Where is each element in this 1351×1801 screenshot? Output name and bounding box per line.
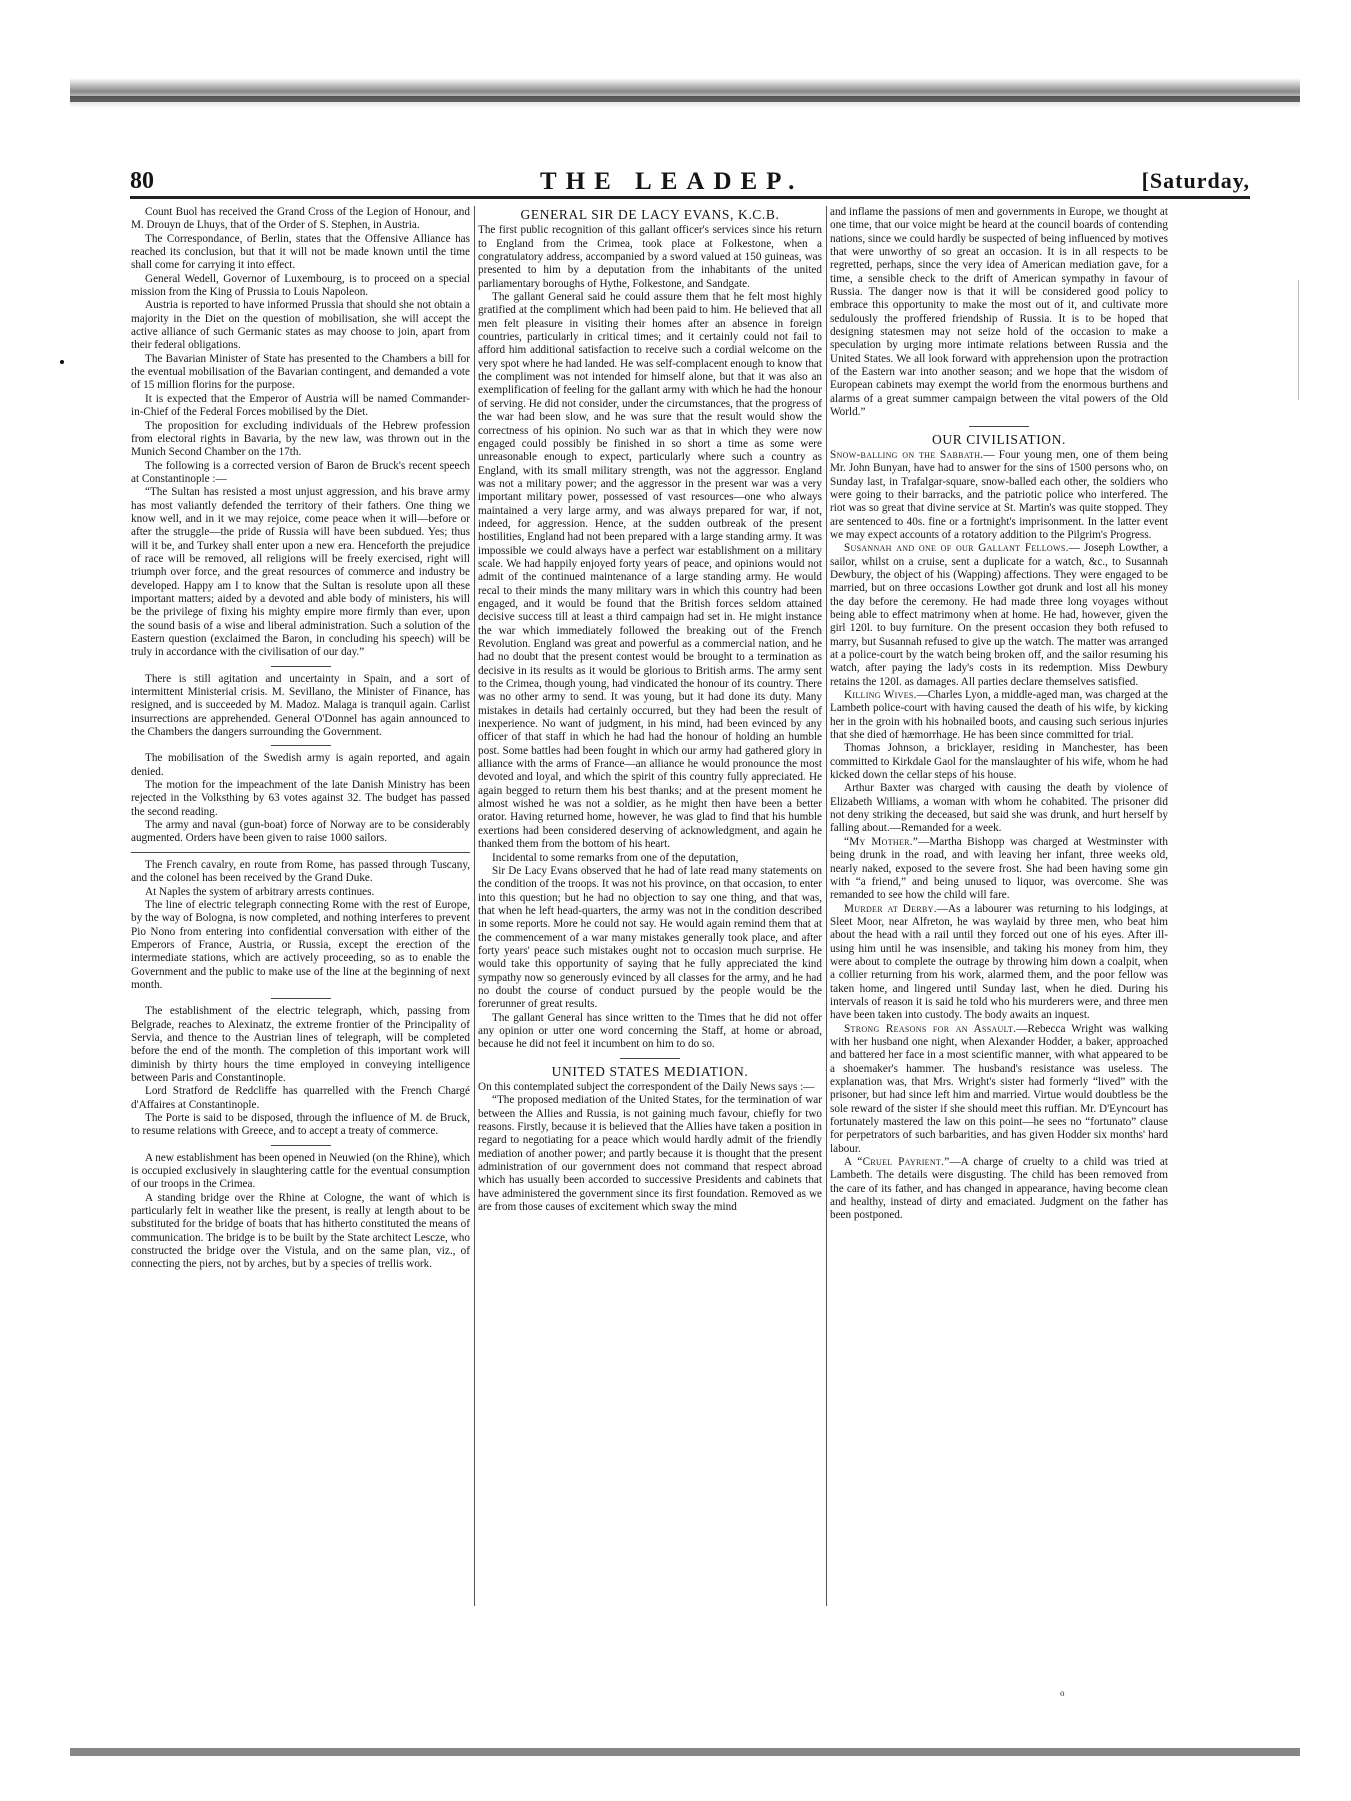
- item-title: Strong Reasons for an Assault.: [844, 1022, 1017, 1035]
- item-title: Killing Wives.: [844, 689, 917, 702]
- news-item: [830, 836, 1168, 903]
- divider: [271, 745, 331, 746]
- paragraph: On this contemplated subject the correspondent of the Daily News says :—: [478, 1081, 815, 1093]
- page-header: [130, 168, 1250, 198]
- article-heading: OUR CIVILISATION.: [932, 431, 1066, 447]
- column-rule: [474, 206, 475, 1606]
- divider: [271, 998, 331, 999]
- item-text: — Joseph Lowther, a sailor, whilst on a cruise, sent a duplicate for a watch, &c., to Susannah Dewbury, the object of his (Wapping) affections. They were engaged to be married, but on three occasions Lowther got drunk and lost all his money the day before the ceremony. He had made three long voyages without being able to effect matrimony when at home. He had, however, given the girl 120l. to buy furniture. On the present occasion they both refused to marry, but Susannah refused to give up the watch. The matter was arranged at a police-court by the watch being broken off, and the sailor resuming his watch, after paying the lady's costs in its redemption. Miss Dewbury retains the 120l. as damages. All parties declare themselves satisfied.: [830, 542, 1168, 688]
- paragraph: and inflame the passions of men and governments in Europe, we thought at one time, that our voice might be heard at the council boards of contending nations, since we could hardly be suspected of being influenced by motives that were unworthy of so great an occasion. It is in all respects to be regretted, perhaps, since the very idea of American mediation gave, for a time, a sensible check to the drift of American sympathy in favour of Russia. The danger now is that it will be considered good policy to embrace this opportunity to make the most out of it, and cultivate more sedulously the proffered friendship of Russia. It is to be hoped that designing statesmen may not seize hold of the occasion to make a speculation by urging more intimate relations between Russia and the United States. We all look forward with apprehension upon the protraction of the Eastern war into another season; and we hope that the wisdom of European cabinets may exempt the world from the enormous burthens and alarms of a great summer campaign between the vital powers of the Old World.”: [830, 206, 1168, 419]
- top-scan-rule: [70, 96, 1300, 102]
- paragraph: The following is a corrected version of Baron de Bruck's recent speech at Constantinople :—: [131, 459, 470, 485]
- paragraph: The first public recognition of this gallant officer's services since his return to England from the Crimea, took place at Folkestone, when a congratulatory address, accompanied by a sword valued at 150 guineas, was presented to him by a deputation from the inhabitants of the united parliamentary boroughs of Hythe, Folkestone, and Sandgate.: [478, 224, 822, 290]
- paragraph: Incidental to some remarks from one of the deputation,: [492, 851, 739, 864]
- item-text: —Charles Lyon, a middle-aged man, was charged at the Lambeth police-court with having caused the death of his wife, by kicking her in the groin with his hobnailed boots, and causing such serious injuries that she died of hæmorrhage. He has been since committed for trial.: [830, 689, 1169, 742]
- paragraph: Count Buol has received the Grand Cross of the Legion of Honour, and M. Drouyn de Lhuys, that of the Order of S. Stephen, in Austria.: [131, 206, 470, 232]
- paragraph: There is still agitation and uncertainty in Spain, and a sort of intermittent Ministerial crisis. M. Sevillano, the Minister of Finance, has resigned, and is succeeded by M. Madoz. Malaga is tranquil again. Carlist insurrections are apprehended. General O'Donnel has again announced to the Chambers the dangers surrounding the Government.: [131, 672, 470, 739]
- paragraph: The army and naval (gun-boat) force of Norway are to be considerably augmented. Orders have been given to raise 1000 sailors.: [131, 819, 470, 845]
- item-text: —As a labourer was returning to his lodgings, at Sleet Moor, near Alfreton, he was waylaid by three men, who beat him about the head with a rail until they forced out one of his eyes. After ill-using him until he was insensible, and taking his money from him, they were about to complete the outrage by throwing him down a coalpit, when a collier returning from his work, alarmed them, and the poor fellow was taken home, and lingered until Sunday last, when he died. During his intervals of reason it is said he told who his murderers were, and three men have been taken into custody. The body awaits an inquest.: [830, 902, 1168, 1022]
- item-title: Murder at Derby.: [844, 902, 937, 915]
- issue-day: [Saturday,: [1141, 168, 1250, 193]
- article-heading: GENERAL SIR DE LACY EVANS, K.C.B.: [520, 207, 780, 222]
- paragraph: Sir De Lacy Evans observed that he had of late read many statements on the condition of the troops. It was not his province, on that occasion, to enter into this question; but he had no objection to say one thing, and that was, that when he left head-quarters, the army was not in the condition described in some reports. More he could not say. He would again remind them that at the commencement of a war many mistakes generally took place, and after forty years' peace such mistakes ought not to occasion much surprise. He would take this opportunity of saying that he fully appreciated the kind sympathy now so generously evinced by all classes for the army, and he had no doubt the course of conduct pursued by the people would be the forerunner of great results.: [478, 864, 822, 1011]
- divider: [271, 1145, 331, 1146]
- paragraph: It is expected that the Emperor of Austria will be named Commander-in-Chief of the Federal Forces mobilised by the Diet.: [131, 392, 470, 419]
- page-number: 80: [130, 168, 154, 194]
- quoted-speech: “The Sultan has resisted a most unjust aggression, and his brave army has most valiantly defended the territory of their fathers. One thing we know well, and in it we may rejoice, come peace when it will—before or after the struggle—the pride of Russia will have been subdued. Yes; thus will it be, and Turkey shall enter upon a new era. Henceforth the prejudice of race will be removed, all religions will be freely exercised, right will triumph over force, and the great resources of commerce and industry be developed. Happy am I to know that the Sultan is resolute upon all these important matters; aided by a devoted and able body of ministers, his will be the privilege of fixing his mighty empire more firmly than ever, upon the sound basis of a wise and liberal administration. Such a solution of the Eastern question (exclaimed the Baron, in concluding his speech) will be truly in accordance with the civilisation of our day.”: [131, 486, 470, 659]
- item-text: —A charge of cruelty to a child was tried at Lambeth. The details were disgusting. The child has been removed from the care of its father, and has changed in appearance, having become clean and healthy, instead of dirty and emaciated. Judgment on the father has been postponed.: [830, 1156, 1168, 1222]
- paragraph: A standing bridge over the Rhine at Cologne, the want of which is particularly felt in weather like the present, is really at length about to be substituted for the bridge of boats that has hitherto constituted the means of communication. The bridge is to be built by the State architect Lescze, who constructed the bridge over the Vistula, and on the same plan, viz., of connecting the piers, not by arches, but by a species of trellis work.: [131, 1191, 470, 1271]
- item-text: —Martha Bishopp was charged at Westminster with being drunk in the road, and with leaving her infant, three weeks old, nearly naked, exposed to the severe frost. She had been having some gin with “a friend,” and being unused to liquor, was overcome. She was remanded to see how the child will fare.: [830, 835, 1168, 902]
- divider: [969, 426, 1029, 427]
- item-title: A “Cruel Payrient.”: [844, 1156, 950, 1169]
- paragraph: The motion for the impeachment of the late Danish Ministry has been rejected in the Volksthing by 63 votes against 32. The budget has passed the second reading.: [131, 779, 470, 818]
- paragraph: Austria is reported to have informed Prussia that should she not obtain a majority in the Diet on the question of mobilisation, she will accept the active alliance of such Germanic states as may choose to join, apart from their federal obligations.: [131, 299, 470, 352]
- paragraph: The Bavarian Minister of State has presented to the Chambers a bill for the eventual mobilisation of the Bavarian contingent, and demanded a vote of 15 million florins for the purpose.: [131, 352, 470, 392]
- paragraph: The establishment of the electric telegraph, which, passing from Belgrade, reaches to Alexinatz, the extreme frontier of the Principality of Servia, and thence to the Austrian lines of telegraph, will be completed before the end of the month. The completion of this important work will diminish by thirty hours the time employed in conveying intelligence between Paris and Constantinople.: [131, 1005, 470, 1084]
- masthead-title: THE LEADEP.: [540, 168, 804, 195]
- paragraph: At Naples the system of arbitrary arrests continues.: [145, 885, 375, 898]
- column-2: [478, 206, 822, 1214]
- article-heading: UNITED STATES MEDIATION.: [551, 1063, 749, 1079]
- divider: [271, 666, 331, 667]
- column-rule: [826, 206, 827, 1606]
- divider: [620, 1058, 680, 1059]
- paragraph: General Wedell, Governor of Luxembourg, is to proceed on a special mission from the King of Prussia to Louis Napoleon.: [131, 272, 470, 299]
- paragraph: A new establishment has been opened in Neuwied (on the Rhine), which is occupied exclusively in slaughtering cattle for the eventual consumption of our troops in the Crimea.: [131, 1151, 470, 1191]
- news-item: Thomas Johnson, a bricklayer, residing in Manchester, has been committed to Kirkdale Gaol for the manslaughter of his wife, whom he had kicked down the cellar steps of his house.: [830, 742, 1168, 782]
- news-item: [830, 449, 1168, 542]
- paragraph: Lord Stratford de Redcliffe has quarrelled with the French Chargé d'Affaires at Constantinople.: [131, 1085, 470, 1111]
- item-text: — Four young men, one of them being Mr. John Bunyan, have had to answer for the sins of 1500 persons who, on Sunday last, in Trafalgar-square, snow-balled each other, the soldiers who were going to their barracks, and the patriotic police who interfered. The riot was so great that divine service at St. Martin's was quite stopped. They are sentenced to 40s. fine or a fortnight's imprisonment. In the latter event we may expect accounts of a rotatory addition to the Pilgrim's Progress.: [830, 448, 1169, 541]
- item-title: Susannah and one of our Gallant Fellows.: [844, 542, 1069, 555]
- item-title: Snow-balling on the Sabbath.: [830, 448, 984, 461]
- top-scan-band: [70, 78, 1300, 108]
- paragraph: The Porte is said to be disposed, through the influence of M. de Bruck, to resume relations with Greece, and to accept a treaty of commerce.: [131, 1112, 470, 1138]
- paragraph: The line of electric telegraph connecting Rome with the rest of Europe, by the way of Bologna, is now completed, and nothing interferes to prevent Pio Nono from entering into confidential conversation with either of the Emperors of France, Austria, or Russia, except the erection of the intermediate stations, which are actively proceeding, so as to enable the Government and the public to make use of the line at the beginning of next month.: [131, 898, 470, 991]
- paragraph: The Correspondance, of Berlin, states that the Offensive Alliance has reached its conclusion, but that it will not be made known until the time shall come for carrying it into effect.: [131, 232, 470, 272]
- news-item: [830, 1023, 1168, 1156]
- paragraph: The mobilisation of the Swedish army is again reported, and again denied.: [131, 752, 470, 778]
- news-item: [830, 1156, 1168, 1223]
- header-rule: [130, 196, 1250, 199]
- stray-mark: o: [1060, 1688, 1065, 1698]
- news-item: [830, 903, 1168, 1023]
- paragraph: The gallant General said he could assure them that he felt most highly gratified at the compliment which had been paid to him. He believed that all men felt pleasure in visiting their homes after an absence in foreign countries, particularly in critical times; and it certainly could not fail to afford him additional satisfaction to receive such a cordial welcome on the very spot where he had landed. He was self-complacent enough to know that the compliment was not intended for himself alone, but that it was also an exemplification of feeling for the gallant army with which he had the honour of serving. He did not consider, under the circumstances, that the progress of the war had been slow, and he was sure that the result would show the correctness of his opinion. No such war as that in which they were now engaged could possibly be finished in so short a time as some were unreasonable enough to expect, particularly where such a country as England, with its small military strength, was not the aggressor. England was not a military power; and the aggressor in the present war was a very important military power, possessed of vast resources—one who always maintained a very large army, and was always prepared for war, if not, indeed, for aggression. Hence, at the sudden outbreak of the present hostilities, England had not been prepared with a large standing army. It was impossible we could always have a perfect war establishment on a military scale. We had happily enjoyed forty years of peace, and opinions would not admit of the continued maintenance of a large standing army. He would recal to their minds the many military wars in which this country had been engaged, and it would be found that the British forces seldom attained decisive success till at least a third campaign had set in. He might instance the war which immediately followed the breaking out of the French Revolution. England was great and powerful as a commercial nation, and he had no doubt that the present contest would be brought to a termination as decisive in its results as it would be glorious to British arms. The army sent to the Crimea, though young, had vindicated the honour of its country. There was no other army to send. It was young, but it had done its duty. Many mistakes in details had certainly occurred, but they had been the result of inexperience. No want of judgment, in his mind, had been evinced by any officer of that staff in which he had had the honour of holding an humble post. Some battles had been fought in which our army had gathered glory in alliance with the arms of France—an alliance he would pronounce the most devoted and loyal, and which the spirit of this country fully appreciated. He again begged to return them his best thanks; and at the present moment he almost wished he was not a soldier, as he might then have been a better orator. Having returned home, however, he was glad to find that his humble exertions had been considered deserving of acknowledgment, and again he thanked them from the bottom of his heart.: [478, 291, 822, 851]
- divider: [131, 852, 470, 853]
- paragraph: The gallant General has since written to the Times that he did not offer any opinion or utter one word concerning the Staff, at home or abroad, because he did not feel it incumbent on him to do so.: [478, 1011, 822, 1051]
- item-title: “My Mother.”: [844, 835, 919, 848]
- news-item: [830, 542, 1168, 689]
- news-item: [830, 689, 1168, 742]
- bottom-scan-band: [70, 1748, 1300, 1756]
- item-text: —Rebecca Wright was walking with her husband one night, when Alexander Hodder, a baker, approached and battered her face in a most scientific manner, with what appeared to be a shoemaker's hammer. The husband's resistance was useless. The explanation was, that Mrs. Wright's sister had formerly “lived” with the prisoner, but had since left him and married. Virtue would doubtless be the sole reward of the sister if she should meet this ruffian. Mr. D'Eyncourt has fortunately mastered the law on this point—he sees no “fortunato” clause for perpetrators of such barbarities, and has given Hodder six months' hard labour.: [830, 1022, 1168, 1155]
- column-1: [131, 206, 470, 1272]
- news-item: Arthur Baxter was charged with causing the death by violence of Elizabeth Williams, a woman with whom he cohabited. The prisoner did not deny striking the deceased, but said she was drunk, and hurt herself by falling about.—Remanded for a week.: [830, 782, 1168, 835]
- binding-hole: [60, 360, 64, 364]
- paragraph: The French cavalry, en route from Rome, has passed through Tuscany, and the colonel has been received by the Grand Duke.: [131, 858, 470, 885]
- paragraph: The proposition for excluding individuals of the Hebrew profession from electoral rights in Bavaria, by the new law, was thrown out in the Munich Second Chamber on the 17th.: [131, 419, 470, 459]
- quoted-letter: “The proposed mediation of the United States, for the termination of war between the Allies and Russia, is not gaining much favour, chiefly for two reasons. Firstly, because it is believed that the Allies have taken a position in regard to negotiating for a peace which would hardly admit of the friendly mediation of another power; and partly because it is thought that the present administration of our government does not command that respect abroad which has usually been accorded to successive Presidents and cabinets that have administered the government since its first foundation. Removed as we are from those causes of excitement which sway the mind: [478, 1094, 822, 1214]
- page-edge-mark: [1286, 280, 1299, 400]
- column-3: [830, 206, 1168, 1223]
